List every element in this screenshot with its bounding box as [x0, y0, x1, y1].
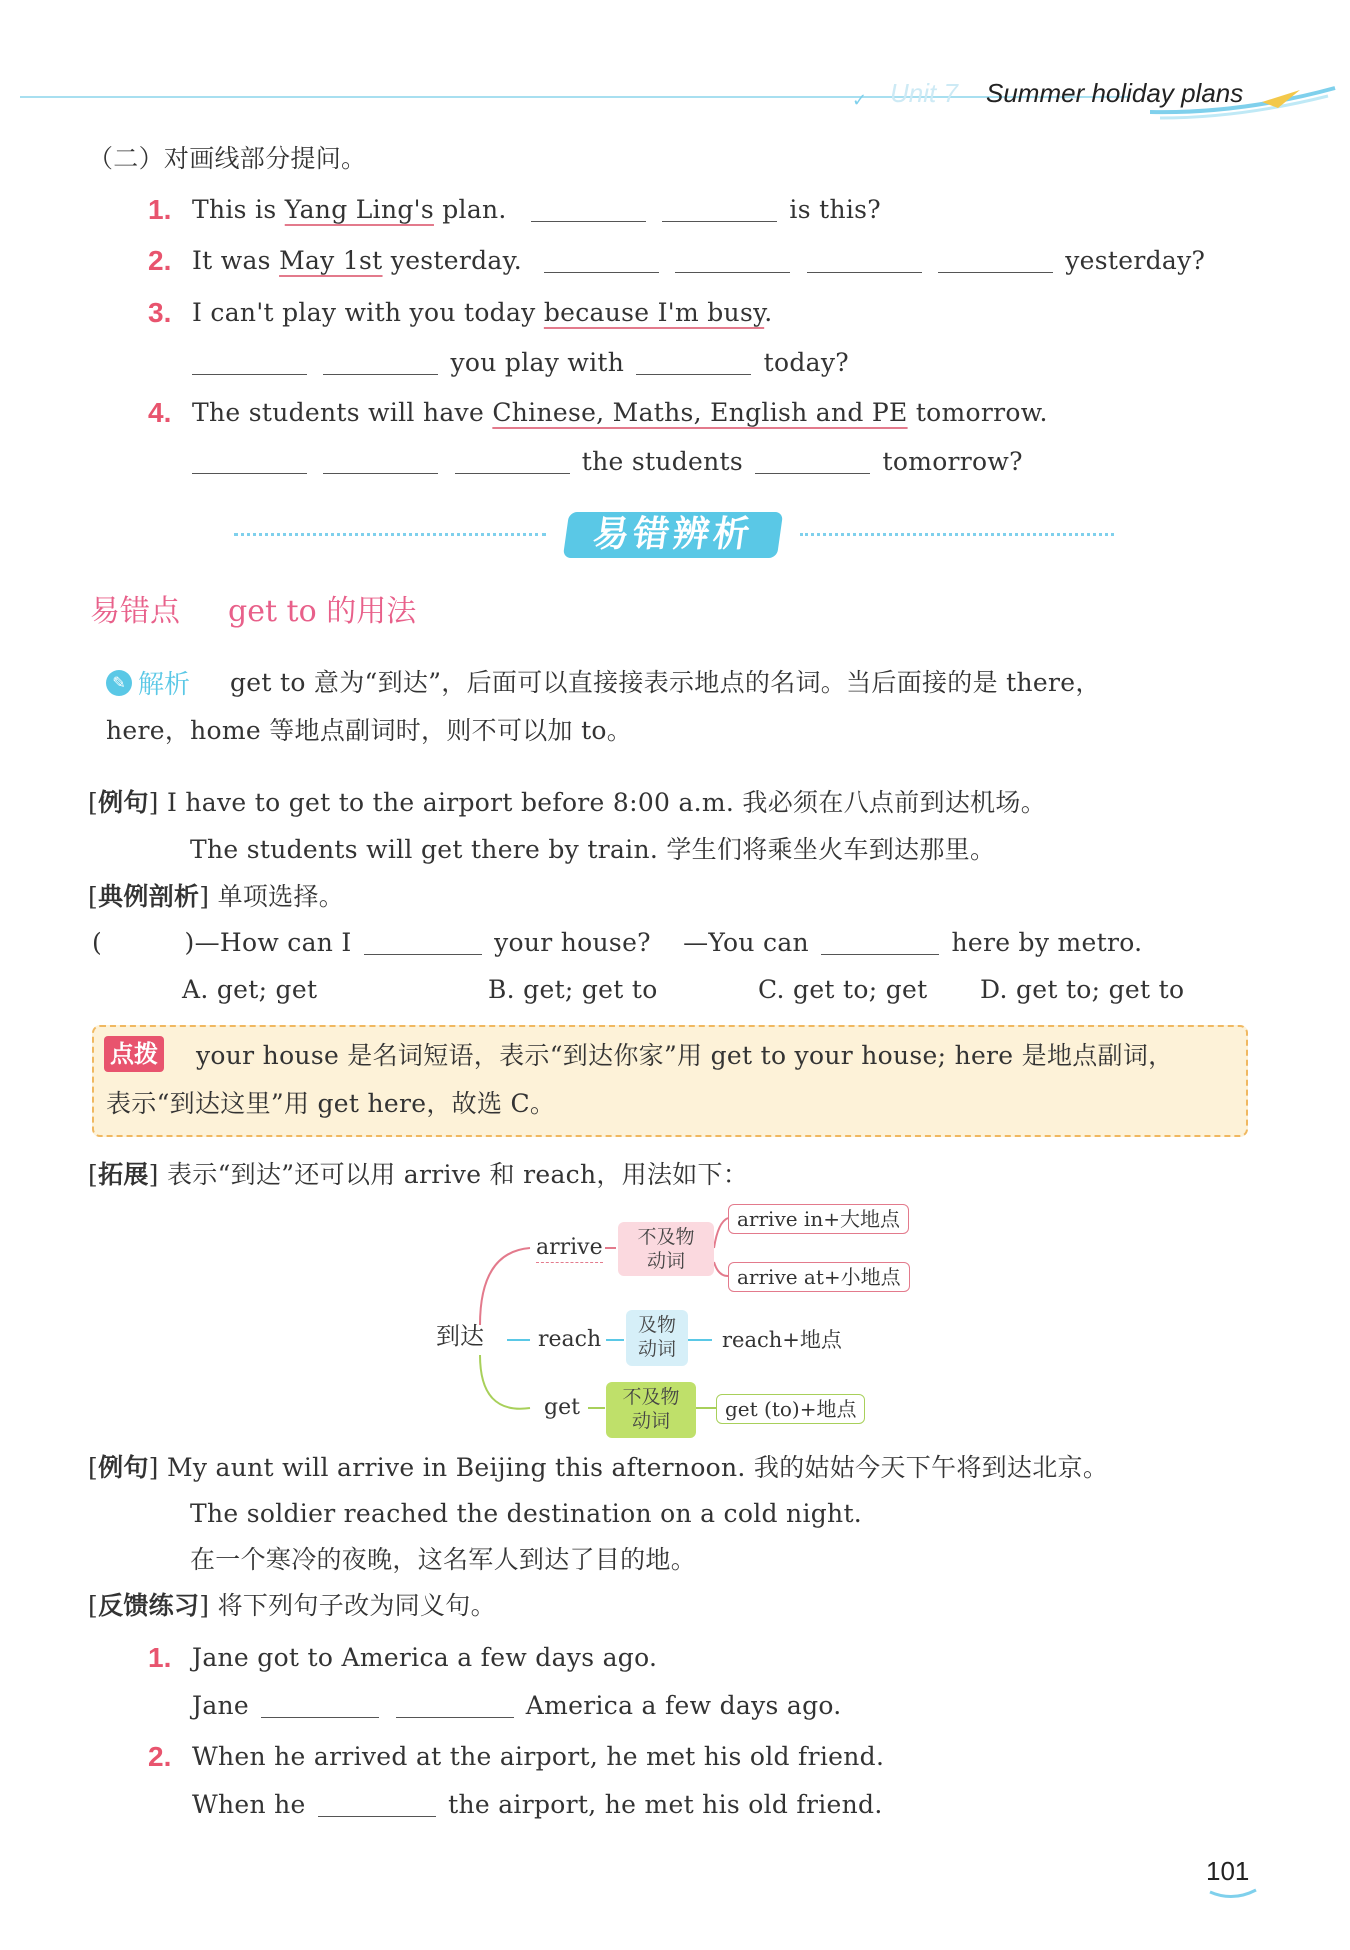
examples2-line2: The soldier reached the destination on a cold night. [190, 1499, 863, 1528]
mindmap-reach: reach [538, 1327, 602, 1352]
expand-text: 表示“到达”还可以用 arrive 和 reach，用法如下： [166, 1160, 749, 1189]
mindmap-reach-type: 及物动词 [626, 1310, 688, 1366]
examples2-tag: 例句 [98, 1453, 149, 1482]
practice2-answer [192, 1788, 883, 1822]
mindmap-arrive-in: arrive in+大地点 [728, 1204, 909, 1234]
practice1-blank-2[interactable] [396, 1692, 514, 1718]
typical-option-a[interactable]: A. get; get [182, 975, 318, 1004]
q4-pre: The students will have [192, 398, 493, 427]
typical-q-d: here by metro. [951, 928, 1143, 957]
q3-number: 3. [148, 297, 172, 328]
point-topic: get to 的用法 [228, 594, 417, 629]
q4-number: 4. [148, 397, 172, 428]
q1-pre: This is [192, 195, 285, 224]
practice-heading: [反馈练习] 将下列句子改为同义句。 [88, 1591, 496, 1620]
practice1-number: 1. [148, 1642, 172, 1673]
q2-tail: yesterday? [1065, 246, 1206, 275]
expand-tag: 拓展 [98, 1160, 149, 1189]
practice2-number: 2. [148, 1741, 172, 1772]
tip-label: 点拨 [104, 1036, 164, 1072]
typical-tag: 典例剖析 [98, 882, 200, 911]
examples1-text1: I have to get to the airport before 8:00 a.m. 我必须在八点前到达机场。 [166, 788, 1047, 817]
typical-heading: [典例剖析] 单项选择。 [88, 882, 345, 911]
typical-option-c[interactable]: C. get to; get [758, 975, 928, 1004]
q2-underlined: May 1st [279, 246, 383, 275]
q3-post: . [764, 298, 773, 327]
section2-instruction: （二）对画线部分提问。 [88, 144, 367, 173]
header-unit: Unit 7 [890, 78, 958, 108]
examples1-line1: [例句] I have to get to the airport before 8:00 a.m. 我必须在八点前到达机场。 [88, 788, 1047, 817]
q3-pre: I can't play with you today [192, 298, 544, 327]
q3-mid: you play with [450, 348, 625, 377]
typical-q-a: —How can I [194, 928, 352, 957]
analysis-line1: get to 意为“到达”，后面可以直接接表示地点的名词。当后面接的是 there， [230, 668, 1101, 697]
practice1-post: America a few days ago. [525, 1691, 842, 1720]
page-number-swoosh-icon [1208, 1888, 1258, 1902]
practice2-post: the airport, he met his old friend. [448, 1790, 883, 1819]
practice1-sentence: Jane got to America a few days ago. [192, 1643, 658, 1672]
typical-option-d[interactable]: D. get to; get to [980, 975, 1185, 1004]
examples2-line3: 在一个寒冷的夜晚，这名军人到达了目的地。 [190, 1545, 697, 1574]
q1-number: 1. [148, 194, 172, 225]
practice-tag: 反馈练习 [98, 1591, 200, 1620]
q4-tail: tomorrow? [882, 447, 1023, 476]
mindmap-arrive: arrive [536, 1234, 603, 1263]
header-check-icon: ✓ [852, 90, 868, 111]
examples2-text1: My aunt will arrive in Beijing this afternoon. 我的姑姑今天下午将到达北京。 [166, 1453, 1109, 1482]
typical-option-b[interactable]: B. get; get to [488, 975, 658, 1004]
tip-line1: your house 是名词短语，表示“到达你家”用 get to your house; here 是地点副词， [196, 1041, 1174, 1070]
typical-q-b: your house? [494, 928, 651, 957]
practice1-answer [192, 1689, 842, 1723]
examples1-line2: The students will get there by train. 学生们将乘坐火车到达那里。 [190, 835, 996, 864]
tip-line2: 表示“到达这里”用 get here，故选 C。 [106, 1089, 556, 1118]
analysis-label: 解析 [138, 670, 191, 700]
q3-tail: today? [763, 348, 849, 377]
mindmap-get: get [544, 1395, 580, 1420]
practice2-sentence: When he arrived at the airport, he met his old friend. [192, 1742, 885, 1771]
header-title: Summer holiday plans [986, 78, 1244, 108]
analysis-line2: here，home 等地点副词时，则不可以加 to。 [106, 716, 633, 745]
practice2-pre: When he [192, 1790, 306, 1819]
q4-underlined: Chinese, Maths, English and PE [492, 398, 908, 427]
mindmap-arrive-at: arrive at+小地点 [728, 1262, 910, 1292]
mindmap-arrive-type: 不及物动词 [618, 1222, 714, 1276]
q2-pre: It was [192, 246, 280, 275]
examples2-line1: [例句] My aunt will arrive in Beijing this afternoon. 我的姑姑今天下午将到达北京。 [88, 1453, 1109, 1482]
mindmap-root: 到达 [436, 1322, 484, 1350]
q2-number: 2. [148, 245, 172, 276]
point-label: 易错点 [90, 594, 180, 629]
q2-post: yesterday. [382, 246, 522, 275]
mindmap-reach-use: reach+地点 [722, 1328, 842, 1352]
q1-underlined: Yang Ling's [284, 195, 434, 224]
practice1-pre: Jane [192, 1691, 250, 1720]
q3-underlined: because I'm busy [543, 298, 765, 327]
mindmap-get-type: 不及物动词 [606, 1382, 696, 1438]
page-number: 101 [1206, 1856, 1250, 1886]
mindmap-get-use: get (to)+地点 [716, 1394, 865, 1424]
practice-instruction: 将下列句子改为同义句。 [217, 1591, 496, 1620]
q4-post: tomorrow. [907, 398, 1048, 427]
q1-tail: is this? [789, 195, 881, 224]
analysis-icon: ✎ [106, 670, 132, 696]
practice1-blank-1[interactable] [261, 1692, 379, 1718]
examples1-tag: 例句 [98, 788, 149, 817]
q1-post: plan. [433, 195, 507, 224]
banner-title: 易错辨析 [563, 512, 783, 558]
typical-q-c: —You can [683, 928, 809, 957]
expand-heading: [拓展] 表示“到达”还可以用 arrive 和 reach，用法如下： [88, 1160, 749, 1189]
practice2-blank-1[interactable] [318, 1791, 436, 1817]
q4-mid: the students [581, 447, 743, 476]
typical-instruction: 单项选择。 [217, 882, 345, 911]
typical-answer-paren[interactable]: ( ) [92, 928, 195, 957]
